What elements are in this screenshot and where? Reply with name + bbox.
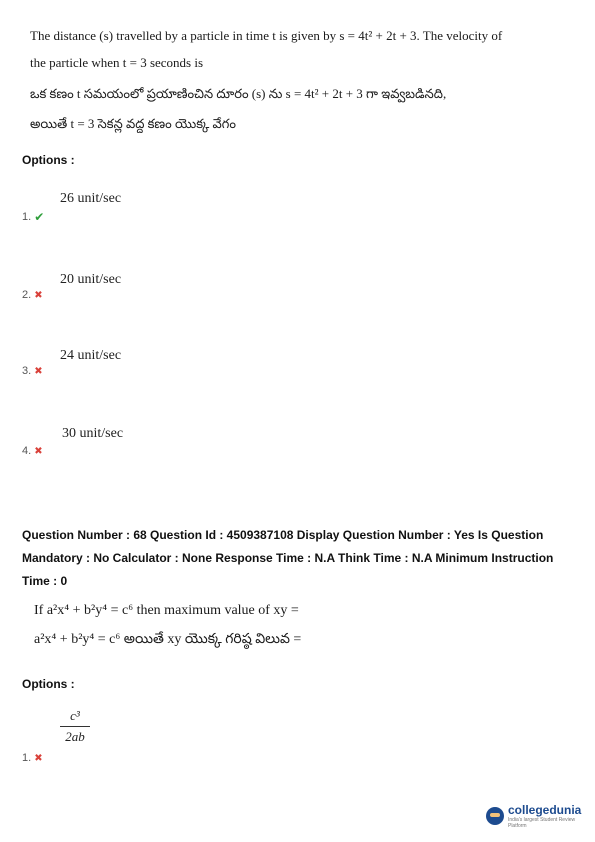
option-2-value: 20 unit/sec	[60, 272, 122, 287]
options-heading: Options :	[22, 153, 75, 167]
option-3-label: 3.	[22, 365, 32, 377]
option-2-1-label: 1.	[22, 752, 32, 764]
option-1-value: 26 unit/sec	[60, 191, 122, 206]
cross-icon: ✖	[34, 365, 43, 377]
option-3-number	[22, 365, 43, 377]
cross-icon: ✖	[34, 752, 43, 764]
fraction-numerator: c³	[70, 708, 80, 723]
question-1-telugu-line-1: ఒక కణం t సమయంలో ప్రయాణించిన దూరం (s) ను s = 4t² + 2t + 3 గా ఇవ్వబడినది,	[30, 86, 447, 101]
question-1-english-line-2: the particle when t = 3 seconds is	[30, 55, 204, 70]
check-icon: ✔	[34, 210, 45, 224]
option-2-number	[22, 289, 43, 301]
option-4-number	[22, 445, 43, 457]
fraction-denominator: 2ab	[65, 729, 85, 744]
question-1-telugu-line-2: అయితే t = 3 సెకన్ల వద్ద కణం యొక్క వేగం	[30, 116, 236, 131]
question-2-telugu: a²x⁴ + b²y⁴ = c⁶ అయితే xy యొక్క గరిష్ఠ విలువ =	[34, 632, 302, 647]
question-meta-line-3: Time : 0	[22, 574, 68, 588]
question-meta-line-1: Question Number : 68 Question Id : 4509387108 Display Question Number : Yes Is Question	[22, 528, 544, 542]
fraction-bar	[60, 726, 90, 727]
option-3-value: 24 unit/sec	[60, 348, 122, 363]
cross-icon: ✖	[34, 289, 43, 301]
option-4-value: 30 unit/sec	[62, 426, 124, 441]
brand-name: collegedunia	[507, 803, 582, 817]
option-1-number	[22, 210, 44, 224]
question-meta	[22, 524, 582, 593]
watermark-logo	[486, 803, 595, 829]
question-2-english: If a²x⁴ + b²y⁴ = c⁶ then maximum value of xy =	[34, 603, 299, 618]
option-4-label: 4.	[22, 445, 32, 457]
option-1-label: 1.	[22, 211, 32, 223]
mascot-icon	[486, 807, 504, 825]
question-meta-line-2: Mandatory : No Calculator : None Response Time : N.A Think Time : N.A Minimum Instruction	[22, 551, 554, 565]
brand-tagline: India's largest Student Review Platform	[507, 817, 576, 829]
option-2-1-number	[22, 752, 43, 764]
option-2-label: 2.	[22, 289, 32, 301]
option-2-1-fraction	[60, 708, 90, 745]
options-heading-2: Options :	[22, 677, 75, 691]
question-1-english-line-1: The distance (s) travelled by a particle in time t is given by s = 4t² + 2t + 3. The velocity of	[30, 28, 503, 43]
cross-icon: ✖	[34, 445, 43, 457]
